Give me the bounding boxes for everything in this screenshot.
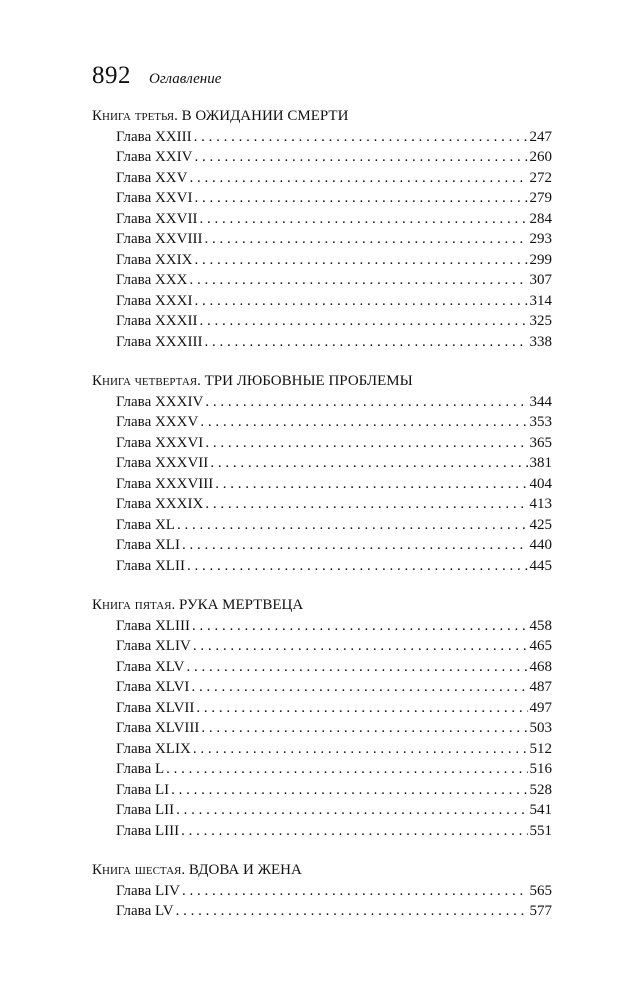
chapter-title: Глава XXX [116,272,188,288]
toc-entry [92,759,552,780]
dot-leader [187,556,528,577]
dot-leader [200,412,527,433]
toc-entry [92,780,552,801]
book-title: В ОЖИДАНИИ СМЕРТИ [181,108,349,124]
book-heading [92,106,552,127]
dot-leader [177,515,528,536]
chapter-title: Глава XXXVI [116,434,204,451]
book-label: Книга пятая. [92,597,176,613]
toc-entry [92,800,552,821]
toc-entry [92,188,552,209]
toc-entry [92,616,552,637]
dot-leader [205,494,527,515]
chapter-page-number: 247 [529,128,552,145]
chapter-page-number: 293 [529,231,552,247]
book-section [92,860,552,922]
chapter-page-number: 279 [529,190,552,206]
dot-leader [176,800,527,821]
toc-entry [92,739,552,760]
toc-entry [92,147,552,168]
book-heading [92,860,552,881]
toc-entry [92,718,552,739]
dot-leader [176,901,528,922]
book-heading [92,595,552,616]
book-label: Книга шестая. [92,862,186,878]
toc-entry [92,291,552,312]
dot-leader [194,250,527,271]
chapter-title: Глава XXV [116,169,188,186]
chapter-page-number: 381 [529,455,552,471]
dot-leader [189,168,527,189]
toc-entry [92,250,552,271]
chapter-page-number: 512 [529,740,552,757]
dot-leader [192,616,528,637]
dot-leader [181,821,527,842]
chapter-title: Глава LI [116,781,170,798]
page-number: 892 [92,62,131,89]
toc-entry [92,453,552,474]
toc-entry [92,901,552,922]
chapter-page-number: 440 [529,537,552,553]
toc-entry [92,821,552,842]
chapter-title: Глава XXXVII [116,455,209,471]
chapter-title: Глава XLVII [116,699,195,716]
dot-leader [186,657,527,678]
dot-leader [201,718,527,739]
chapter-title: Глава XXXI [116,292,193,309]
chapter-title: Глава XXVIII [116,231,203,247]
chapter-title: Глава XXXIX [116,496,204,512]
chapter-page-number: 365 [529,434,552,451]
toc-entry [92,535,552,556]
dot-leader [196,698,527,719]
chapter-page-number: 541 [529,802,552,818]
chapter-page-number: 338 [529,333,552,350]
chapter-page-number: 577 [529,903,552,919]
chapter-title: Глава XXXIV [116,393,204,410]
dot-leader [204,229,527,250]
toc-entry [92,209,552,230]
running-title: Оглавление [149,71,222,87]
chapter-page-number: 344 [529,393,552,410]
chapter-page-number: 565 [529,882,552,899]
book-section [92,106,552,352]
toc-entry [92,677,552,698]
toc-entry [92,412,552,433]
chapter-title: Глава LIV [116,882,180,899]
dot-leader [193,739,528,760]
book-label: Книга третья. [92,108,178,124]
dot-leader [166,759,527,780]
chapter-title: Глава XXXII [116,313,198,329]
toc-entry [92,515,552,536]
chapter-title: Глава XLIX [116,740,191,757]
chapter-title: Глава L [116,761,165,777]
chapter-page-number: 314 [529,292,552,309]
dot-leader [194,291,527,312]
toc-entry [92,494,552,515]
chapter-page-number: 299 [529,251,552,268]
book-title: ТРИ ЛЮБОВНЫЕ ПРОБЛЕМЫ [204,373,413,389]
chapter-title: Глава XXIX [116,251,193,268]
toc-entry [92,636,552,657]
toc-entry [92,556,552,577]
toc-entry [92,657,552,678]
dot-leader [204,332,527,353]
chapter-title: Глава XXVI [116,190,193,206]
chapter-title: Глава XLI [116,537,180,553]
book-title: РУКА МЕРТВЕЦА [178,597,304,613]
toc-entry [92,127,552,148]
chapter-title: Глава LII [116,802,175,818]
dot-leader [189,270,527,291]
dot-leader [205,392,527,413]
book-label: Книга четвертая. [92,373,201,389]
chapter-page-number: 458 [529,617,552,634]
dot-leader [182,535,528,556]
chapter-page-number: 353 [529,414,552,430]
chapter-title: Глава XXIV [116,149,193,165]
dot-leader [194,188,527,209]
toc-entry [92,474,552,495]
dot-leader [182,881,528,902]
toc-entry [92,392,552,413]
chapter-title: Глава XLVIII [116,720,200,736]
chapter-page-number: 487 [529,679,552,695]
chapter-title: Глава LV [116,903,174,919]
chapter-title: Глава XLVI [116,679,190,695]
dot-leader [171,780,527,801]
chapter-title: Глава XXIII [116,128,192,145]
chapter-page-number: 465 [529,638,552,654]
book-title: ВДОВА И ЖЕНА [188,862,302,878]
chapter-title: Глава XL [116,516,175,533]
toc-entry [92,311,552,332]
chapter-page-number: 468 [529,658,552,675]
chapter-title: Глава LIII [116,822,180,839]
chapter-page-number: 497 [529,699,552,716]
table-of-contents [92,106,552,941]
chapter-title: Глава XXXV [116,414,199,430]
chapter-title: Глава XLIII [116,617,190,634]
dot-leader [191,677,527,698]
dot-leader [193,636,528,657]
dot-leader [194,127,528,148]
chapter-page-number: 404 [529,475,552,492]
toc-entry [92,332,552,353]
dot-leader [215,474,527,495]
toc-entry [92,270,552,291]
chapter-page-number: 284 [529,210,552,227]
chapter-title: Глава XXXVIII [116,475,214,492]
dot-leader [199,209,527,230]
chapter-title: Глава XXVII [116,210,198,227]
book-section [92,595,552,841]
toc-entry [92,698,552,719]
chapter-page-number: 445 [529,557,552,574]
chapter-page-number: 413 [529,496,552,512]
chapter-page-number: 272 [529,169,552,186]
chapter-page-number: 503 [529,720,552,736]
chapter-title: Глава XLII [116,557,185,574]
toc-entry [92,433,552,454]
chapter-page-number: 528 [529,781,552,798]
chapter-page-number: 307 [529,272,552,288]
page-header [92,62,221,90]
chapter-title: Глава XXXIII [116,333,203,350]
toc-entry [92,229,552,250]
dot-leader [210,453,527,474]
chapter-page-number: 425 [529,516,552,533]
dot-leader [199,311,527,332]
chapter-page-number: 516 [529,761,552,777]
dot-leader [205,433,527,454]
chapter-page-number: 325 [529,313,552,329]
book-heading [92,371,552,392]
chapter-page-number: 260 [529,149,552,165]
chapter-title: Глава XLIV [116,638,191,654]
book-section [92,371,552,576]
dot-leader [194,147,527,168]
chapter-page-number: 551 [529,822,552,839]
toc-entry [92,881,552,902]
chapter-title: Глава XLV [116,658,185,675]
toc-entry [92,168,552,189]
